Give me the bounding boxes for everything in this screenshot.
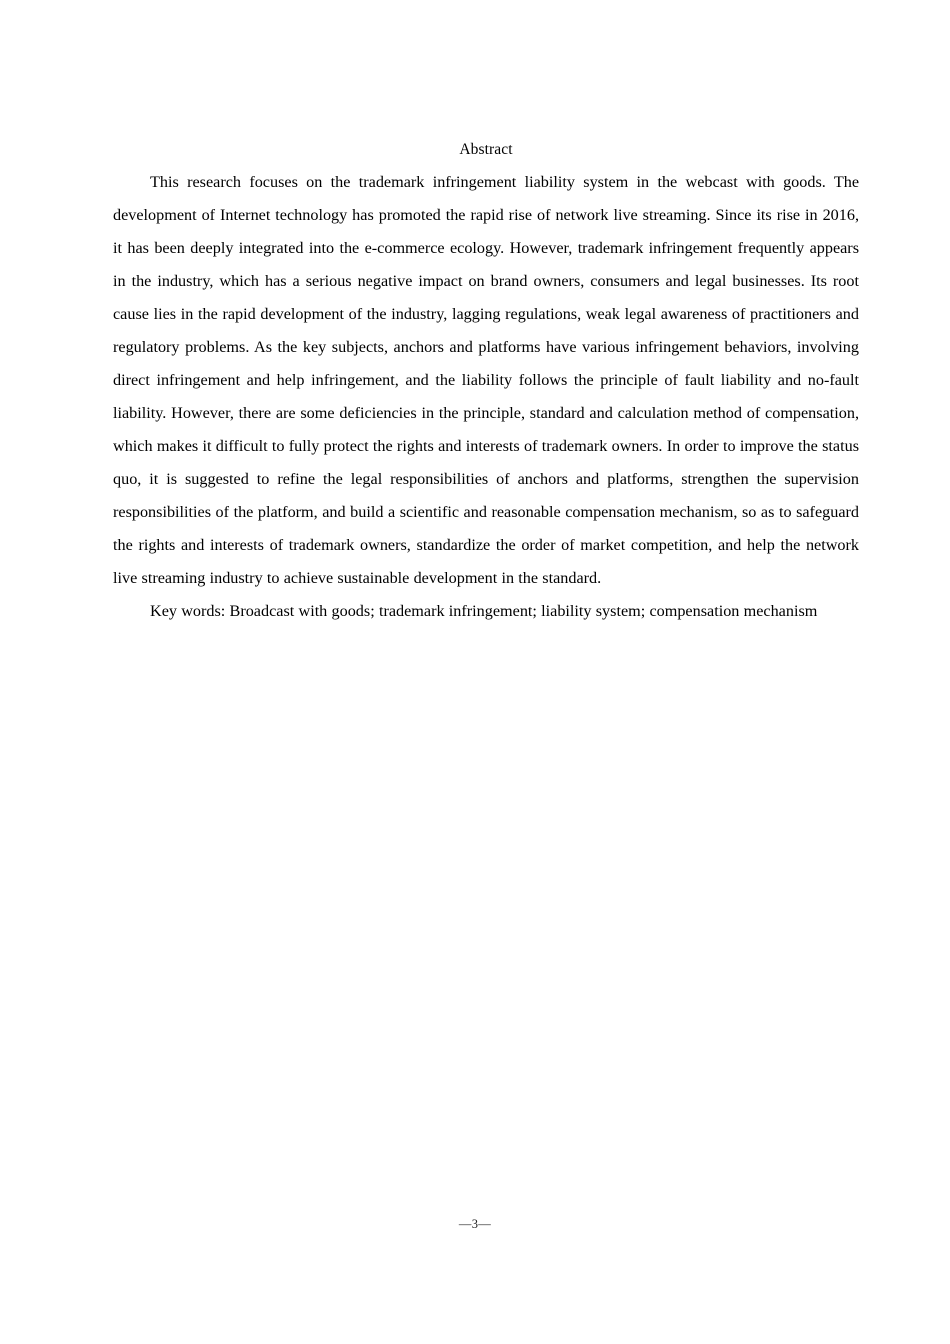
keywords-paragraph: Key words: Broadcast with goods; trademark infringement; liability system; compensation mechanism	[150, 602, 818, 620]
page-content	[113, 133, 859, 628]
page-title: Abstract	[459, 141, 513, 158]
page-number-footer: —3—	[458, 1217, 492, 1231]
abstract-paragraph: This research focuses on the trademark infringement liability system in the webcast with goods. The development of Internet technology has promoted the rapid rise of network live streaming. Since its rise in 2016, it has been deeply integrated into the e-commerce ecology. However, trademark infringement frequently appears in the industry, which has a serious negative impact on brand owners, consumers and legal businesses. Its root cause lies in the rapid development of the industry, lagging regulations, weak legal awareness of practitioners and regulatory problems. As the key subjects, anchors and platforms have various infringement behaviors, involving direct infringement and help infringement, and the liability follows the principle of fault liability and no-fault liability. However, there are some deficiencies in the principle, standard and calculation method of compensation, which makes it difficult to fully protect the rights and interests of trademark owners. In order to improve the status quo, it is suggested to refine the legal responsibilities of anchors and platforms, strengthen the supervision responsibilities of the platform, and build a scientific and reasonable compensation mechanism, so as to safeguard the rights and interests of trademark owners, standardize the order of market competition, and help the network live streaming industry to achieve sustainable development in the standard.	[113, 173, 859, 587]
